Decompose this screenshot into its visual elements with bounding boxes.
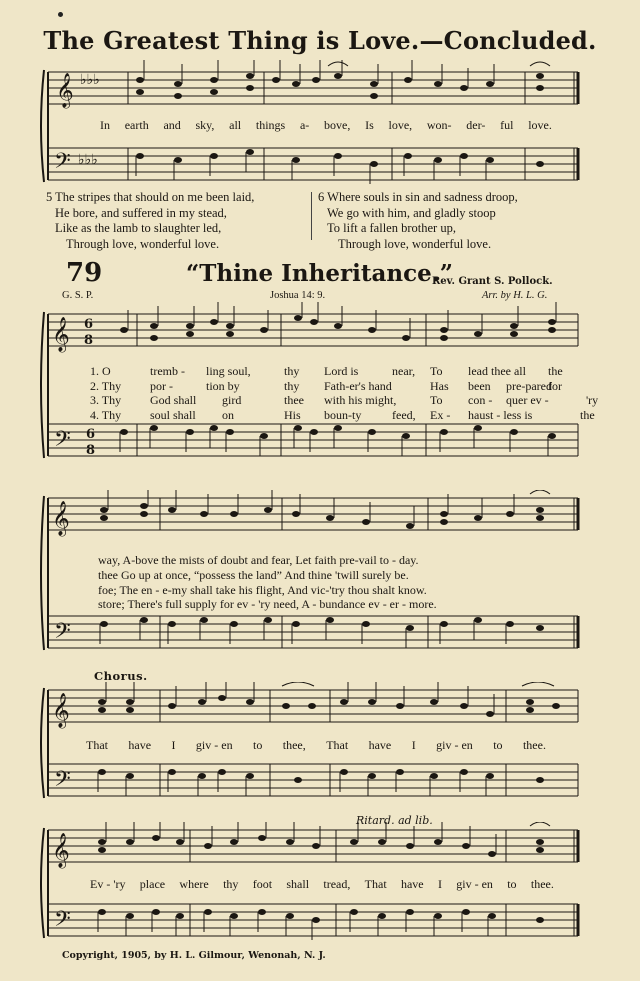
lyric-syllable: lead thee all [468,364,526,378]
lyric-syllable: have [400,877,424,891]
stanza-line: 6 Where souls in sin and sadness droop, [318,190,518,204]
lyric-syllable: thy [284,364,300,378]
lyric-syllable: near, [392,364,416,378]
lyric-syllable: I [171,738,176,752]
lyric-syllable: thee. [522,738,546,752]
lyric-syllable: Is [365,118,374,132]
lyric-syllable: thee. [530,877,554,891]
lyric-syllable: have [128,738,152,752]
stanza-line: He bore, and suffered in my stead, [55,205,227,220]
lyric-syllable: to [493,738,503,752]
lyric-syllable: thee, [282,738,306,752]
lyric-syllable: shall [286,877,310,891]
svg-text:𝄢: 𝄢 [54,907,71,937]
lyric-syllable: giv - en [456,877,493,891]
lyric-syllable: the [580,407,595,422]
lyric-syllable: been [468,378,491,393]
svg-text:6: 6 [86,427,96,442]
verse-1-line-1 [90,364,598,379]
scripture-reference: Joshua 14: 9. [270,290,326,301]
lyric-syllable: boun-ty [324,407,362,422]
lyric-syllable: giv - en [195,738,233,752]
hymn-title: “Thine Inheritance.” [186,260,453,287]
lyric-syllable: love. [528,118,552,132]
lyric-syllable: a- [299,118,310,132]
chorus-lyrics-2 [90,877,554,892]
stanza-line: Through love, wonderful love. [66,236,220,251]
ritard-marking: Ritard. ad lib. [356,814,433,827]
lyric-syllable: soul shall [150,407,196,422]
svg-text:𝄢: 𝄢 [54,619,71,649]
hymn-author: Rev. Grant S. Pollock. [432,276,553,287]
lyric-syllable: earth [124,118,149,132]
lyric-syllable: have [368,738,392,752]
lyric-syllable: thy [223,877,239,891]
lyric-syllable: tread, [323,877,351,891]
svg-text:𝄢: 𝄢 [54,149,71,179]
lyric-syllable: feed, [392,407,416,422]
svg-text:6: 6 [84,317,94,332]
lyric-syllable: foot [252,877,273,891]
lyric-syllable: won- [426,118,452,132]
lyric-syllable: thee [284,393,304,407]
svg-text:𝄢: 𝄢 [54,427,71,457]
svg-text:𝄞: 𝄞 [56,73,74,108]
lyric-syllable: on [222,407,234,422]
lyric-syllable: giv - en [436,738,473,752]
lyric-syllable: por - [150,378,173,393]
lyric-syllable: the [548,364,563,378]
lyric-syllable: Ex - [430,407,451,422]
section-title: The Greatest Thing is Love.—Concluded. [43,26,597,55]
stanza-line: We go with him, and gladly stoop [327,205,496,220]
arranger: Arr. by H. L. G. [482,290,548,301]
lyric-syllable: Fath-er's hand [324,378,392,393]
lyric-syllable: To [430,393,443,407]
lyric-syllable: 4. Thy [90,407,122,422]
lyric-syllable: quer ev - [506,393,549,407]
svg-text:𝄞: 𝄞 [52,693,70,728]
lyric-syllable: 'ry [586,393,599,407]
lyric-syllable: To [430,364,443,378]
lyric-syllable: I [411,738,416,752]
lyric-syllable: place [139,877,166,891]
stanza-5 [46,190,254,252]
chorus-label: Chorus. [94,669,148,683]
hymn-number: 79 [66,258,103,288]
section1-lyrics [100,118,552,133]
svg-text:𝄞: 𝄞 [52,833,70,868]
lyric-syllable: His [284,407,301,422]
lyric-syllable: Ev - 'ry [90,877,126,891]
lyric-syllable: bove, [324,118,351,132]
svg-text:8: 8 [84,333,94,348]
lyric-syllable: gird [222,393,242,407]
svg-text:♭♭♭: ♭♭♭ [80,72,100,88]
svg-text:𝄞: 𝄞 [52,317,70,352]
stanza-divider [311,192,312,240]
lyric-syllable: and [163,118,181,132]
stanza-line: Through love, wonderful love. [338,236,492,251]
stanza-line: Like as the lamb to slaughter led, [55,221,222,235]
lyric-syllable: for [548,378,562,393]
lyric-syllable: thy [284,378,300,393]
lyric-syllable: to [253,738,263,752]
lyric-syllable: con - [468,393,493,407]
verse-1-line-2: way, A-bove the mists of doubt and fear, Let faith pre-vail to - day. [98,553,419,567]
lyric-syllable: 1. O [90,364,111,378]
lyric-syllable: der- [466,118,486,132]
chorus-lyrics-1 [86,738,546,753]
lyric-syllable: Lord is [324,364,359,378]
lyric-syllable: sky, [195,118,215,132]
verse-3-line-2: foe; The en - e-my shall take his flight, And vic-'try thou shalt know. [98,582,427,597]
lyric-syllable: tion by [206,378,240,393]
lyric-syllable: haust - less is [468,407,533,422]
stanza-6 [318,190,518,252]
verse-4-line-1 [90,408,598,423]
verse-2-line-1 [90,379,598,394]
verses-line-1 [90,364,598,422]
verses-line-2 [98,553,437,612]
lyric-syllable: all [229,118,242,132]
stanza-line: To lift a fallen brother up, [327,221,456,235]
stanza-line: 5 The stripes that should on me been laid, [46,190,255,204]
lyric-syllable: ful [500,118,514,132]
lyric-syllable: That [326,738,349,752]
lyric-syllable: things [255,118,286,132]
svg-text:8: 8 [86,443,96,458]
verse-3-line-1 [90,393,598,408]
verse-2-line-2: thee Go up at once, “possess the land” And thine 'twill surely be. [98,567,409,582]
lyric-syllable: God shall [150,393,197,407]
svg-text:♭♭♭: ♭♭♭ [78,152,98,168]
lyric-syllable: Has [430,378,449,393]
lyric-syllable: with his might, [324,393,397,407]
lyric-syllable: love, [388,118,413,132]
verse-4-line-2: store; There's full supply for ev - 'ry need, A - bundance ev - er - more. [98,597,437,612]
lyric-syllable: I [437,877,442,891]
lyric-syllable: to [507,877,517,891]
lyric-syllable: That [364,877,387,891]
lyric-syllable: In [100,118,110,132]
lyric-syllable: 3. Thy [90,393,122,407]
copyright-notice: Copyright, 1905, by H. L. Gilmour, Wenonah, N. J. [62,950,326,961]
lyric-syllable: pre-pared [506,378,552,393]
lyric-syllable: ling soul, [206,364,251,378]
lyric-syllable: where [179,877,209,891]
composer-initials: G. S. P. [62,290,94,301]
page-mark [58,12,63,17]
svg-text:𝄢: 𝄢 [54,767,71,797]
svg-text:𝄞: 𝄞 [52,501,70,536]
lyric-syllable: 2. Thy [90,378,122,393]
lyric-syllable: tremb - [150,364,185,378]
lyric-syllable: That [86,738,108,752]
